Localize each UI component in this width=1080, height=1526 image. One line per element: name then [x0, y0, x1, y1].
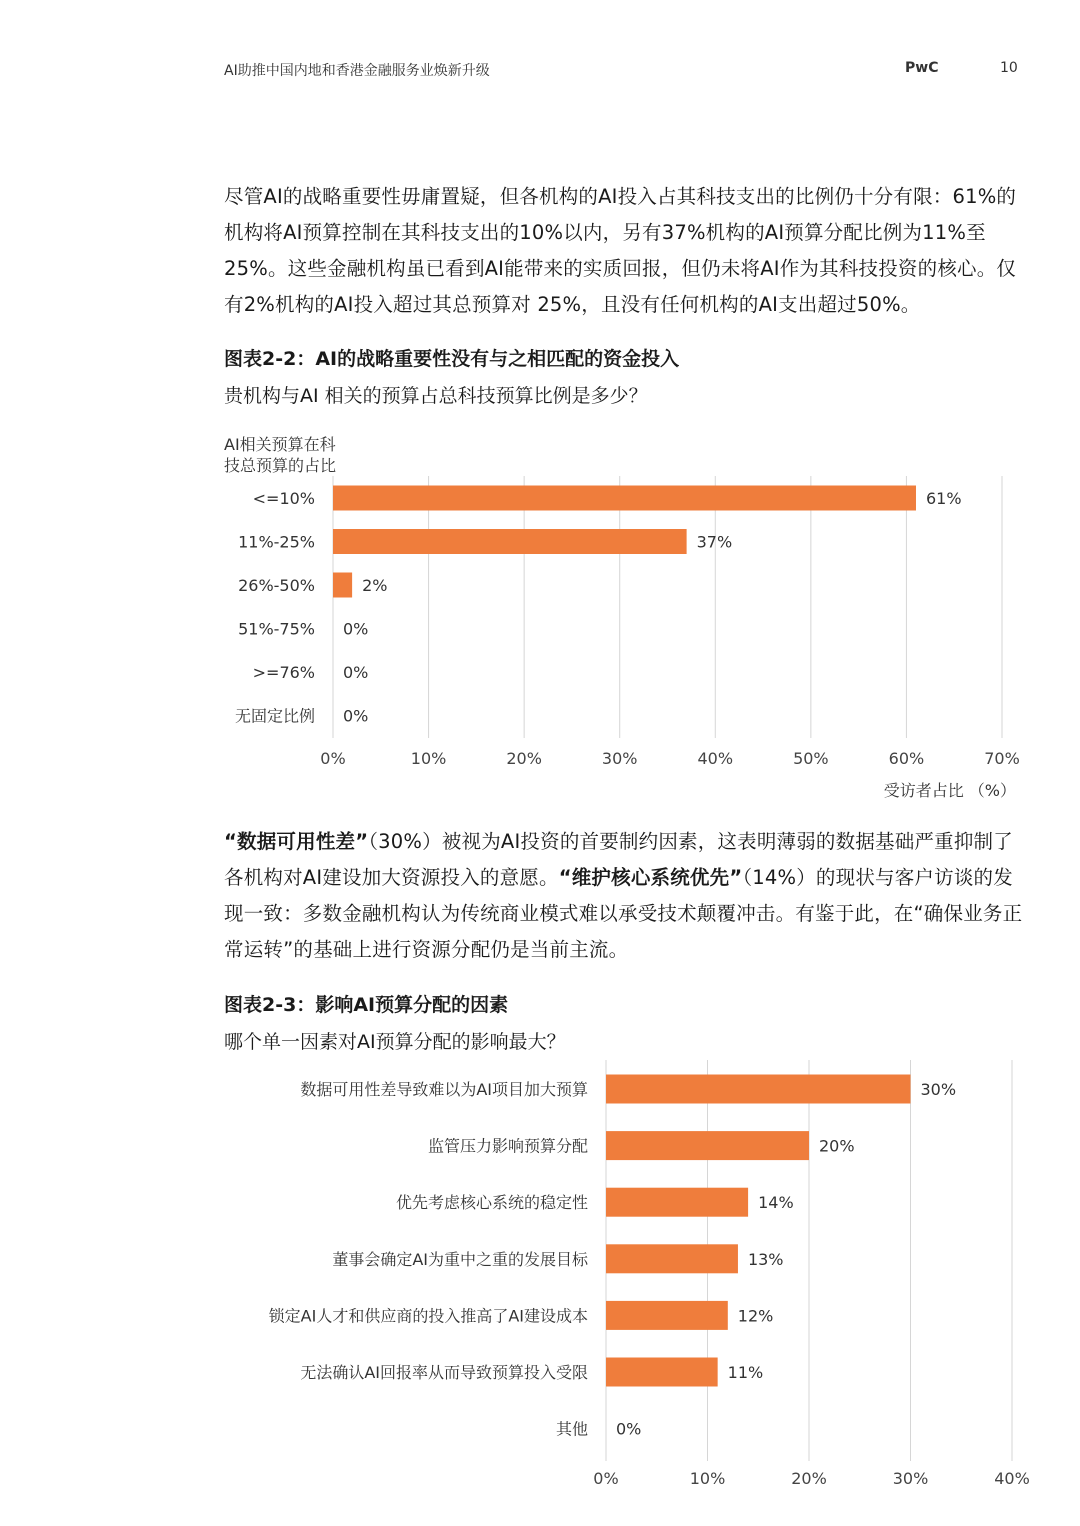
- value-label: 37%: [696, 532, 733, 552]
- x-axis-title: 受访者占比 （%）: [883, 781, 1016, 800]
- value-label: 0%: [343, 663, 369, 682]
- page-number: 10: [1000, 60, 1018, 76]
- bar: [606, 1188, 748, 1217]
- category-label: >=76%: [252, 663, 315, 682]
- bar: [606, 1131, 809, 1160]
- x-tick-label: 40%: [994, 1469, 1030, 1488]
- budget-factors-bar-chart: [0, 1055, 1080, 1505]
- y-axis-title: AI相关预算在科: [224, 435, 336, 454]
- category-label: 董事会确定AI为重中之重的发展目标: [332, 1249, 588, 1269]
- x-tick-label: 30%: [601, 749, 638, 768]
- category-label: 其他: [555, 1419, 588, 1439]
- quote-core-systems: “维护核心系统优先”: [558, 866, 743, 889]
- bar: [333, 486, 916, 511]
- budget-share-bar-chart: [0, 420, 1080, 810]
- bar: [333, 529, 687, 554]
- figure-2-2-title: 图表2-2：AI的战略重要性没有与之相匹配的资金投入: [224, 348, 680, 370]
- category-label: 26%-50%: [238, 576, 315, 595]
- value-label: 30%: [920, 1080, 957, 1099]
- x-tick-label: 0%: [320, 749, 346, 768]
- figure-2-3-title: 图表2-3：影响AI预算分配的因素: [224, 994, 509, 1016]
- bar: [606, 1301, 728, 1330]
- value-label: 61%: [925, 489, 962, 508]
- figure-2-2-subtitle: 贵机构与AI 相关的预算占总科技预算比例是多少？: [224, 385, 648, 407]
- value-label: 13%: [747, 1249, 784, 1269]
- quote-data-availability: “数据可用性差”: [224, 830, 369, 853]
- value-label: 11%: [727, 1363, 764, 1382]
- x-tick-label: 60%: [888, 749, 925, 768]
- x-tick-label: 0%: [593, 1469, 619, 1488]
- paragraph-constraints-text-2: （14%）的现状与客户访谈的发现一致：多数金融机构认为传统商业模式难以承受技术颠覆冲击。有鉴于此，在“确保业务正常运转”的基础上进行资源分配仍是当前主流。: [224, 866, 1023, 961]
- paragraph-budget-share: 尽管AI的战略重要性毋庸置疑，但各机构的AI投入占其科技支出的比例仍十分有限：61%的机构将AI预算控制在其科技支出的10%以内，另有37%机构的AI预算分配比例为11%至25%。这些金融机构虽已看到AI能带来的实质回报，但仍未将AI作为其科技投资的核心。仅有2%机构的AI投入超过其总预算对 25%，且没有任何机构的AI支出超过50%。: [224, 185, 1017, 316]
- x-tick-label: 40%: [697, 749, 734, 768]
- y-axis-title: 技总预算的占比: [224, 456, 337, 475]
- x-tick-label: 10%: [410, 749, 447, 768]
- value-label: 12%: [737, 1306, 774, 1326]
- x-tick-label: 20%: [791, 1469, 827, 1488]
- value-label: 0%: [343, 619, 369, 639]
- category-label: 监管压力影响预算分配: [427, 1136, 588, 1156]
- category-label: 数据可用性差导致难以为AI项目加大预算: [300, 1080, 588, 1099]
- header-title: AI助推中国内地和香港金融服务业焕新升级: [224, 63, 490, 79]
- category-label: 无固定比例: [234, 706, 315, 726]
- paragraph-constraints: [224, 824, 1024, 968]
- bar: [606, 1244, 738, 1273]
- paragraph-constraints-text-1: （30%）被视为AI投资的首要制约因素，这表明薄弱的数据基础严重抑制了各机构对AI建设加大资源投入的意愿。: [224, 830, 1013, 889]
- category-label: 51%-75%: [238, 619, 315, 639]
- category-label: 无法确认AI回报率从而导致预算投入受限: [300, 1363, 588, 1382]
- figure-2-3-subtitle: 哪个单一因素对AI预算分配的影响最大？: [224, 1031, 566, 1053]
- category-label: 11%-25%: [238, 532, 315, 552]
- value-label: 2%: [362, 576, 388, 595]
- value-label: 20%: [819, 1136, 855, 1156]
- bar: [606, 1075, 911, 1104]
- header-brand-logo: PwC: [905, 60, 939, 76]
- bar: [333, 573, 352, 598]
- value-label: 0%: [616, 1419, 642, 1439]
- category-label: 锁定AI人才和供应商的投入推高了AI建设成本: [268, 1306, 588, 1326]
- x-tick-label: 70%: [984, 749, 1020, 768]
- category-label: 优先考虑核心系统的稳定性: [395, 1193, 588, 1213]
- x-tick-label: 50%: [793, 749, 829, 768]
- x-tick-label: 30%: [892, 1469, 929, 1488]
- value-label: 0%: [343, 706, 369, 726]
- x-tick-label: 20%: [506, 749, 542, 768]
- category-label: <=10%: [252, 489, 315, 508]
- x-tick-label: 10%: [689, 1469, 726, 1488]
- bar: [606, 1358, 718, 1387]
- value-label: 14%: [758, 1193, 794, 1213]
